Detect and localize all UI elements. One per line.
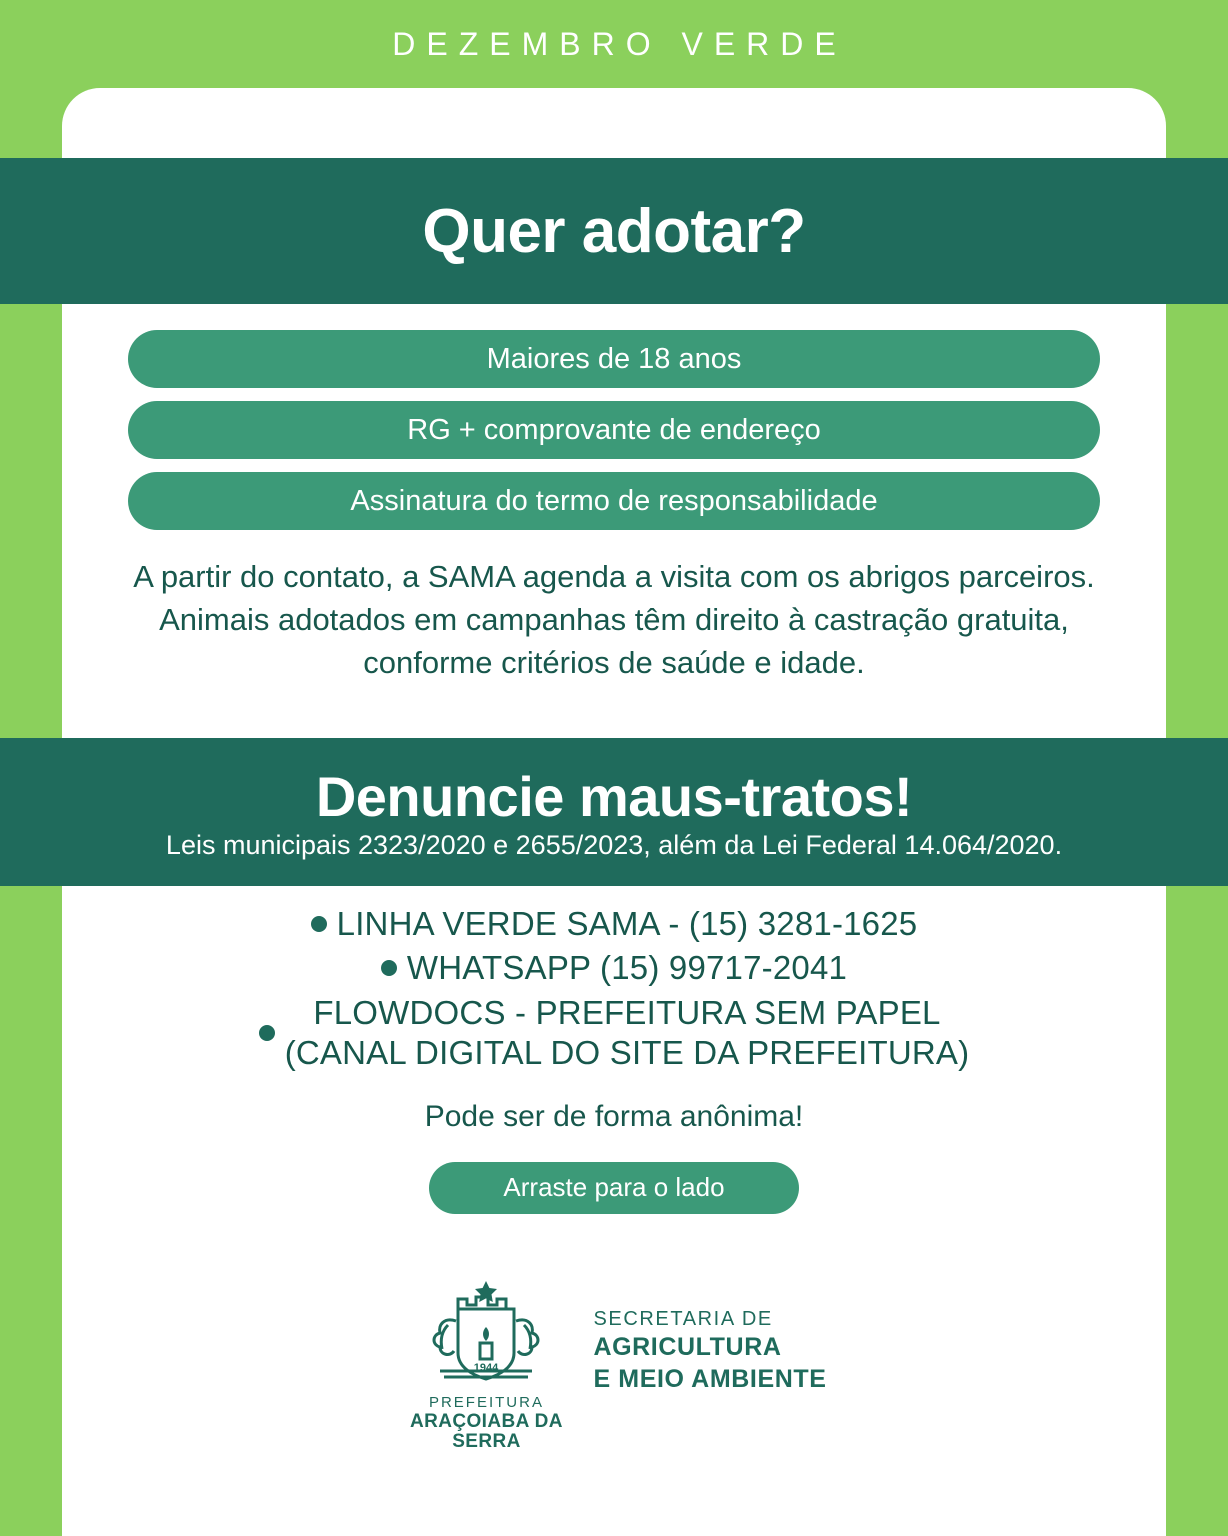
contact-label-linha-verde: LINHA VERDE SAMA - (15) 3281-1625 [336,905,918,942]
swipe-hint-wrapper [62,1162,1166,1214]
footer-logo [62,1275,1166,1453]
anonymous-note: Pode ser de forma anônima! [424,1099,804,1133]
crest-year-text: 1944 [474,1362,499,1374]
requirement-item-2: RG + comprovante de endereço [128,401,1100,459]
coat-of-arms-icon [406,1275,566,1393]
report-laws: Leis municipais 2323/2020 e 2655/2023, além da Lei Federal 14.064/2020. [165,829,1063,860]
secretaria-text [593,1307,826,1395]
bullet-icon [259,1025,275,1041]
contact-item-linha-verde[interactable] [62,905,1166,943]
crest-city-label: ARAÇOIABA DA SERRA [409,1410,563,1453]
top-banner [0,0,1228,88]
secretaria-line-1: SECRETARIA DE [593,1308,773,1331]
requirement-item-3: Assinatura do termo de responsabilidade [128,472,1100,530]
contact-flowdocs-line2: (CANAL DIGITAL DO SITE DA PREFEITURA) [284,1034,970,1072]
adoption-paragraph: A partir do contato, a SAMA agenda a visita com os abrigos parceiros. Animais adotados em campanhas têm direito à castração gratuita, conforme critérios de saúde e idade. [133,559,1095,680]
crest-prefeitura-label: PREFEITURA [428,1394,544,1411]
title-band [0,158,1228,304]
contact-item-whatsapp[interactable] [62,949,1166,987]
contact-label-whatsapp: WHATSAPP (15) 99717-2041 [406,949,848,986]
requirements-list [62,330,1166,530]
contact-item-flowdocs[interactable] [62,993,1166,1074]
crest-caption [401,1395,571,1453]
bullet-icon [381,960,397,976]
swipe-hint-button[interactable]: Arraste para o lado [429,1162,799,1214]
contact-label-flowdocs [285,993,970,1074]
report-band [0,738,1228,886]
contact-flowdocs-line1: FLOWDOCS - PREFEITURA SEM PAPEL [313,994,941,1031]
contacts-list [62,905,1166,1214]
report-title: Denuncie maus-tratos! [315,765,913,829]
bullet-icon [311,916,327,932]
city-crest [401,1275,571,1453]
campaign-title: DEZEMBRO VERDE [392,25,847,62]
secretaria-line-3: E MEIO AMBIENTE [593,1364,827,1393]
requirement-item-1: Maiores de 18 anos [128,330,1100,388]
secretaria-line-2: AGRICULTURA [593,1333,782,1362]
page-title: Quer adotar? [422,196,806,266]
